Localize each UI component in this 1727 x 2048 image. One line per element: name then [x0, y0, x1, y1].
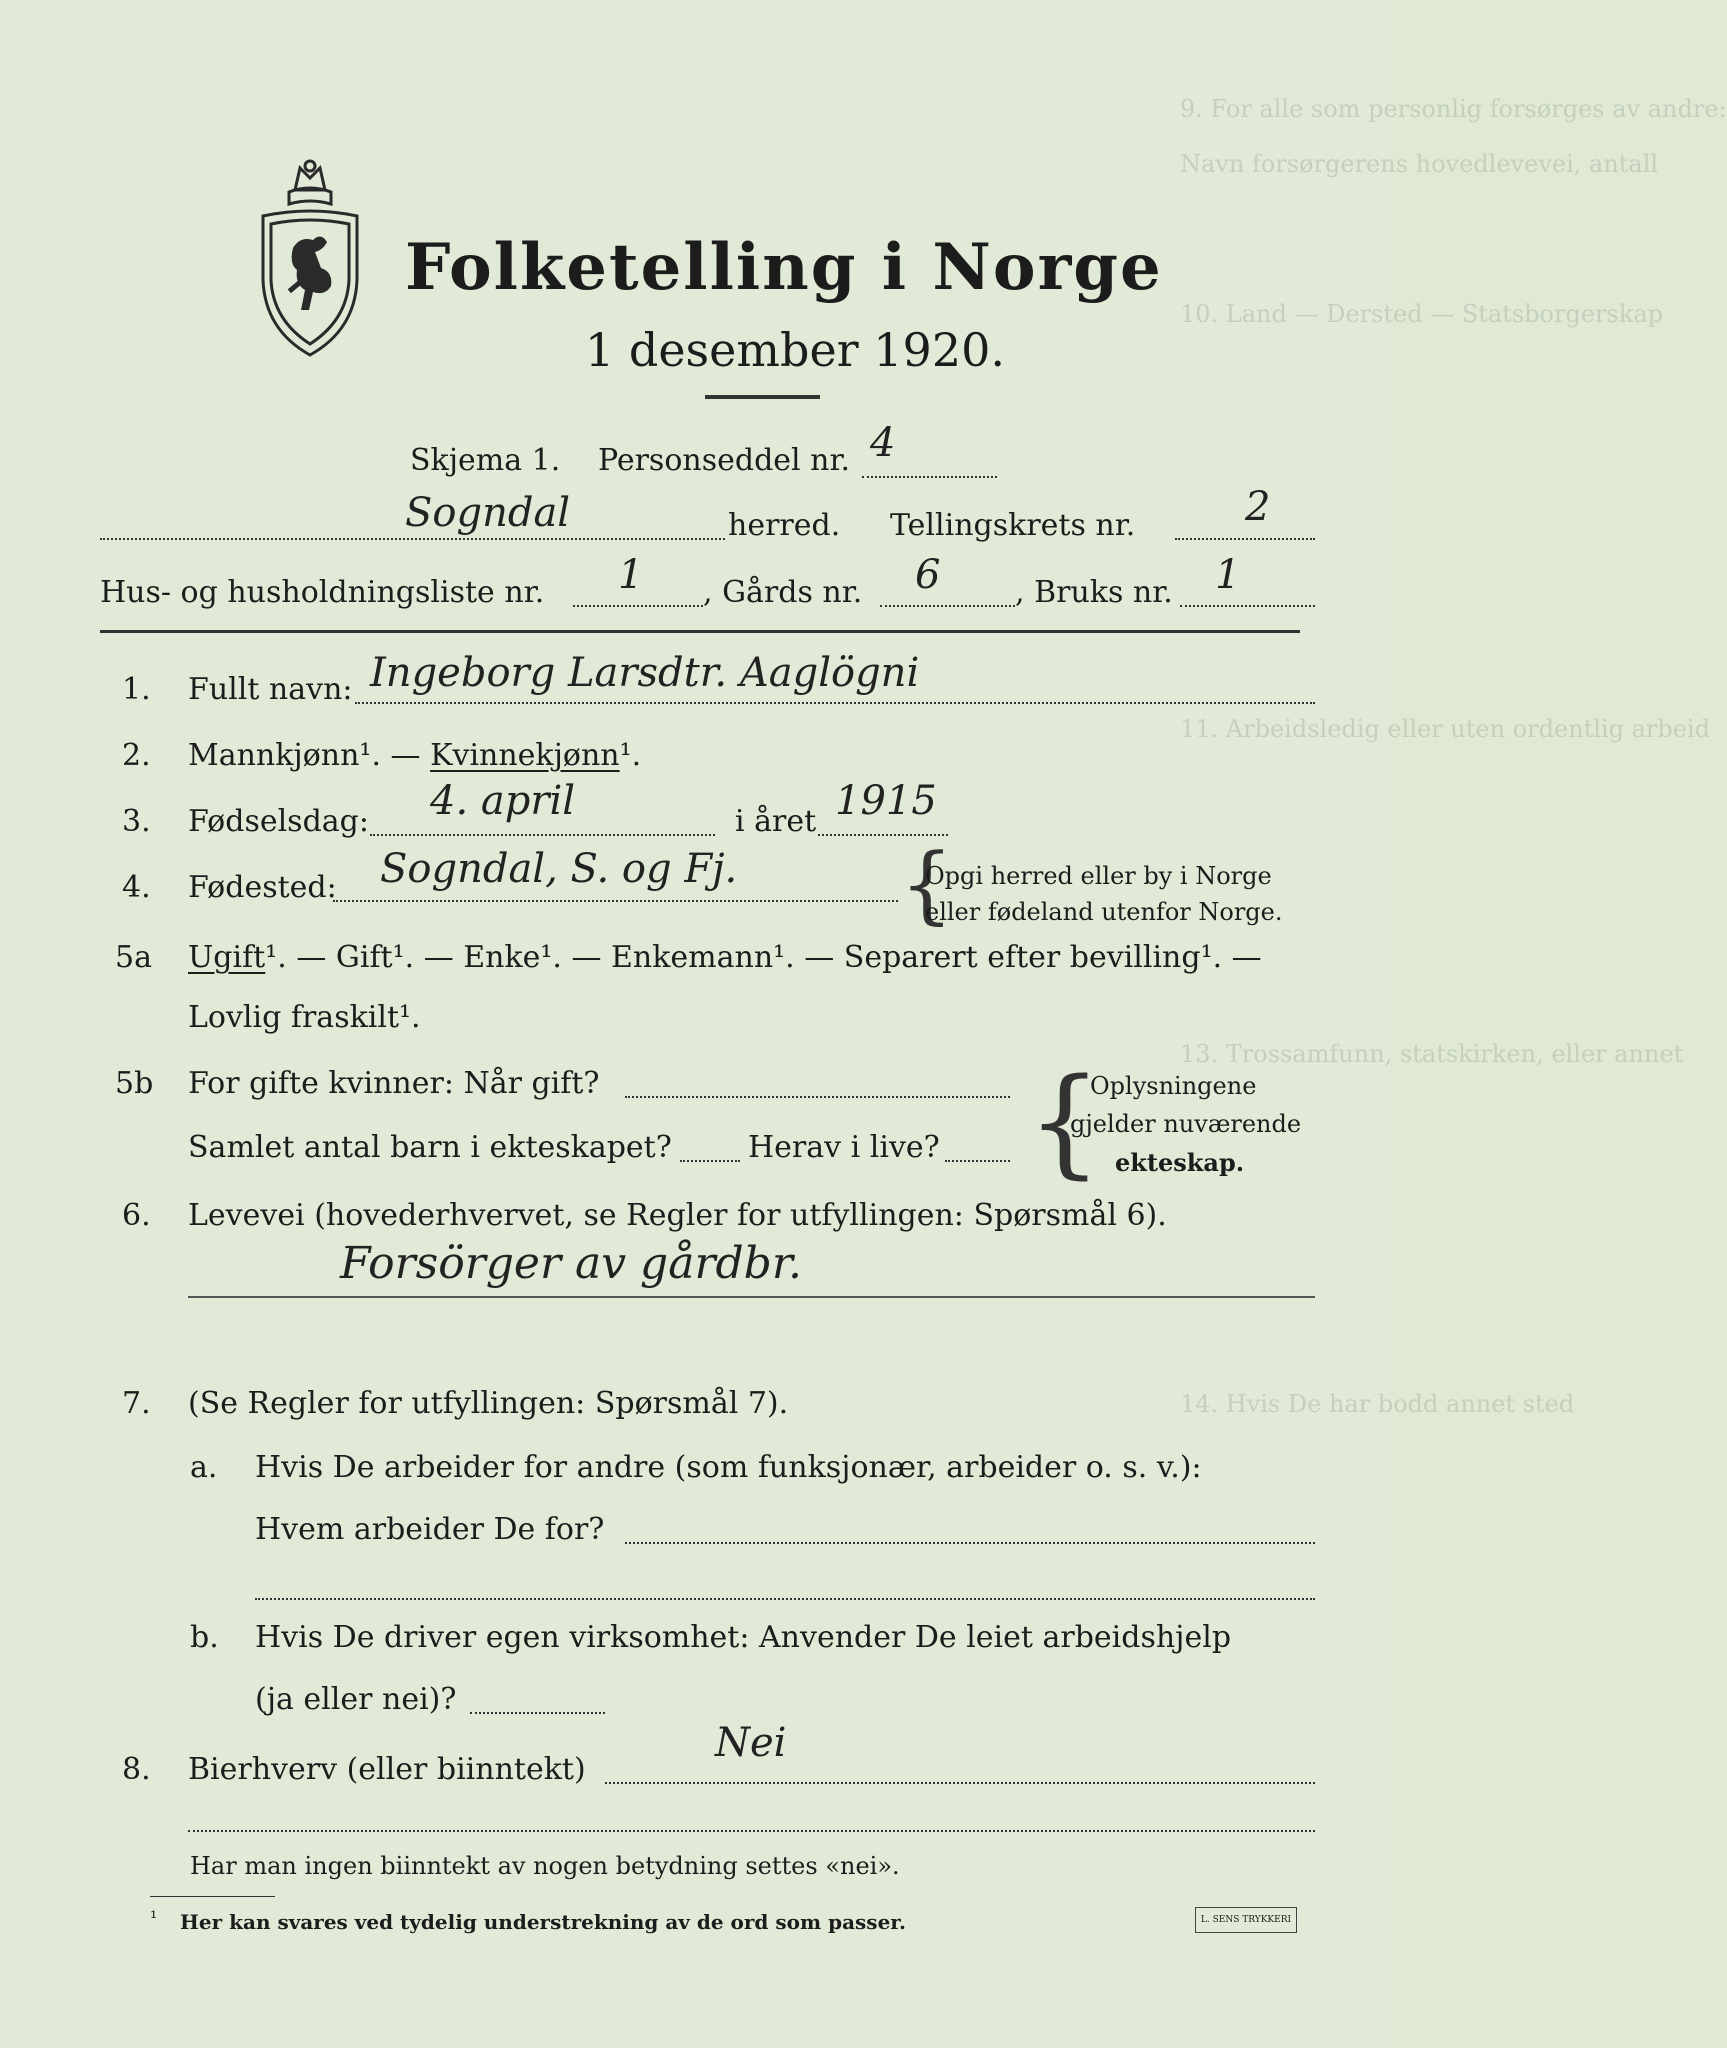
q5b-number: 5b: [115, 1066, 154, 1101]
q4-line: [333, 900, 898, 902]
q3-year-label: i året: [735, 804, 817, 839]
q1-value-full-name[interactable]: Ingeborg Larsdtr. Aaglögni: [370, 650, 920, 696]
q7a-employer-line[interactable]: [625, 1542, 1315, 1544]
ghost-text: 10. Land — Dersted — Statsborgerskap: [1180, 300, 1664, 328]
q4-number: 4.: [122, 870, 151, 905]
herred-line: [100, 538, 725, 540]
q5b-live-label: Herav i live?: [748, 1130, 940, 1165]
q5b-note-line1: Oplysningene: [1090, 1072, 1257, 1100]
footnote-divider: [150, 1896, 275, 1897]
q4-label: Fødested:: [188, 870, 337, 905]
q2-options: [188, 738, 641, 773]
q8-number: 8.: [122, 1752, 151, 1787]
q3-year-value[interactable]: 1915: [835, 778, 937, 824]
q7b-letter: b.: [190, 1620, 219, 1655]
ghost-text: 14. Hvis De har bodd annet sted: [1180, 1390, 1575, 1418]
bruks-line: [1180, 605, 1315, 607]
q1-label: Fullt navn:: [188, 672, 353, 707]
form-title: Folketelling i Norge: [405, 230, 1163, 305]
q5b-barn-label: Samlet antal barn i ekteskapet?: [188, 1130, 672, 1165]
q3-number: 3.: [122, 804, 151, 839]
q7a-line2: Hvem arbeider De for?: [255, 1512, 605, 1547]
husliste-label: Hus- og husholdningsliste nr.: [100, 575, 545, 610]
gards-line: [880, 605, 1015, 607]
footer-note: Har man ingen biinntekt av nogen betydning settes «nei».: [190, 1852, 900, 1880]
q2-female-underlined[interactable]: Kvinnekjønn: [430, 738, 620, 773]
printer-stamp: L. SENS TRYKKERI: [1195, 1907, 1297, 1933]
tellingskrets-line: [1175, 538, 1315, 540]
husliste-line: [573, 605, 703, 607]
q4-note-line1: Opgi herred eller by i Norge: [925, 862, 1272, 890]
q2-male[interactable]: Mannkjønn¹.: [188, 738, 381, 773]
tellingskrets-label: Tellingskrets nr.: [890, 508, 1136, 543]
q5b-barn-line[interactable]: [680, 1160, 740, 1162]
q3-line: [370, 834, 715, 836]
norwegian-lion-shield-icon: [255, 160, 365, 365]
q5b-note-line3: ekteskap.: [1115, 1148, 1245, 1177]
gards-value[interactable]: 6: [915, 552, 941, 598]
q7-number: 7.: [122, 1386, 151, 1421]
herred-value[interactable]: Sogndal: [405, 490, 571, 536]
q7a-letter: a.: [190, 1450, 218, 1485]
q5a-ugift-underlined[interactable]: Ugift: [188, 940, 266, 975]
q8-line2[interactable]: [188, 1830, 1315, 1832]
q6-value-occupation[interactable]: Forsörger av gårdbr.: [340, 1238, 802, 1289]
title-divider: [705, 395, 820, 399]
q5a-rest: ¹. — Gift¹. — Enke¹. — Enkemann¹. — Separert efter bevilling¹. —: [265, 940, 1262, 975]
q7a-employer-line2[interactable]: [255, 1598, 1315, 1600]
footnote-text: Her kan svares ved tydelig understrekning av de ord som passer.: [180, 1910, 906, 1934]
q5a-line2: Lovlig fraskilt¹.: [188, 1000, 421, 1035]
form-date: 1 desember 1920.: [585, 323, 1005, 377]
q5b-label: For gifte kvinner: Når gift?: [188, 1066, 600, 1101]
personseddel-value[interactable]: 4: [870, 420, 896, 466]
ghost-text: Navn forsørgerens hovedlevevei, antall: [1180, 150, 1659, 178]
ghost-text: 13. Trossamfunn, statskirken, eller annet: [1180, 1040, 1684, 1068]
q5b-married-line[interactable]: [625, 1096, 1010, 1098]
q3-value-birthday[interactable]: 4. april: [430, 778, 576, 824]
husliste-value[interactable]: 1: [618, 552, 644, 598]
bruks-value[interactable]: 1: [1215, 552, 1241, 598]
q5b-live-line[interactable]: [945, 1160, 1010, 1162]
q1-line: [355, 702, 1315, 704]
q5b-brace: {: [1027, 1052, 1103, 1190]
q5a-options: [188, 940, 1262, 975]
q6-number: 6.: [122, 1198, 151, 1233]
herred-label: herred.: [728, 508, 841, 543]
q4-brace: {: [900, 835, 954, 933]
q7b-answer-line[interactable]: [470, 1712, 605, 1714]
q7-label: (Se Regler for utfyllingen: Spørsmål 7).: [188, 1386, 789, 1421]
personseddel-label: Personseddel nr.: [598, 443, 851, 478]
q7b-line2: (ja eller nei)?: [255, 1682, 457, 1717]
skjema-label: Skjema 1.: [410, 443, 561, 478]
q2-sep: —: [381, 738, 431, 773]
ghost-text: 11. Arbeidsledig eller uten ordentlig arbeid: [1180, 715, 1711, 743]
q8-value[interactable]: Nei: [715, 1720, 787, 1766]
bruks-label: , Bruks nr.: [1015, 575, 1173, 610]
q7b-label: Hvis De driver egen virksomhet: Anvender De leiet arbeidshjelp: [255, 1620, 1232, 1655]
personseddel-line: [862, 476, 997, 478]
q5a-number: 5a: [115, 940, 152, 975]
q2-number: 2.: [122, 738, 151, 773]
tellingskrets-value[interactable]: 2: [1245, 484, 1271, 530]
q2-female-suffix: ¹.: [619, 738, 642, 773]
q6-line: [188, 1296, 1315, 1298]
q7a-label: Hvis De arbeider for andre (som funksjonær, arbeider o. s. v.):: [255, 1450, 1202, 1485]
q8-line: [605, 1782, 1315, 1784]
ghost-text: 9. For alle som personlig forsørges av andre:: [1180, 95, 1727, 123]
q3-label: Fødselsdag:: [188, 804, 369, 839]
q6-label: Levevei (hovederhvervet, se Regler for utfyllingen: Spørsmål 6).: [188, 1198, 1167, 1233]
q4-value-birthplace[interactable]: Sogndal, S. og Fj.: [380, 846, 738, 892]
footnote-mark: ¹: [150, 1908, 158, 1929]
q5b-note-line2: gjelder nuværende: [1070, 1110, 1302, 1138]
q1-number: 1.: [122, 672, 151, 707]
q8-label: Bierhverv (eller biinntekt): [188, 1752, 586, 1787]
gards-label: , Gårds nr.: [703, 575, 863, 610]
header-divider: [100, 630, 1300, 633]
q4-note-line2: eller fødeland utenfor Norge.: [925, 898, 1283, 926]
